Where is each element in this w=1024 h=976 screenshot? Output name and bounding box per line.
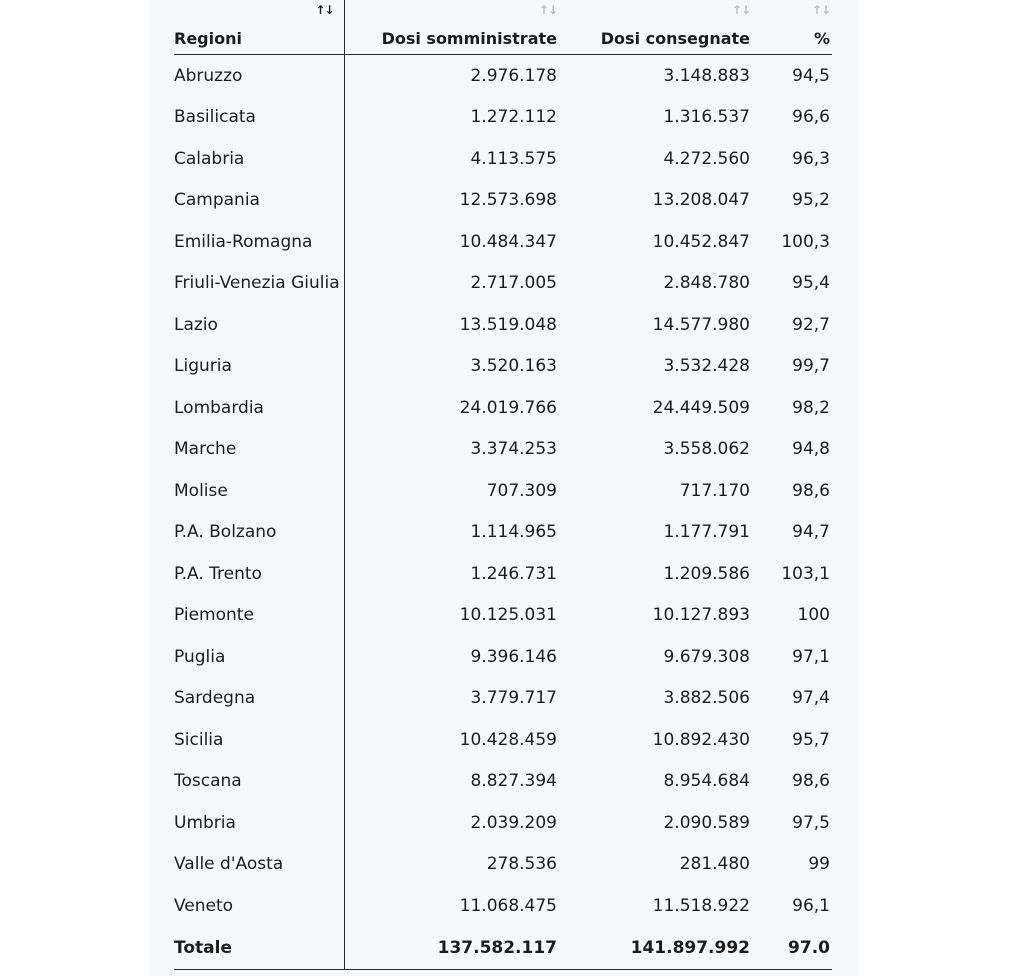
cell-region: Puglia <box>174 636 344 678</box>
cell-administered: 9.396.146 <box>470 646 557 667</box>
sort-arrows-icon[interactable]: ↑↓ <box>811 3 830 17</box>
cell-delivered: 8.954.684 <box>663 771 750 792</box>
cell-percent: 94,5 <box>792 65 830 86</box>
cell-region: Campania <box>174 180 344 222</box>
table-row <box>174 553 832 595</box>
cell-region: Lazio <box>174 304 344 346</box>
column-header-label: % <box>813 29 830 48</box>
table-row <box>174 304 832 346</box>
cell-delivered: 2.848.780 <box>663 273 750 294</box>
cell-delivered: 10.892.430 <box>652 729 750 750</box>
cell-administered: 13.519.048 <box>459 314 557 335</box>
cell-delivered: 10.127.893 <box>652 605 750 626</box>
cell-administered: 3.520.163 <box>470 356 557 377</box>
total-administered: 137.582.117 <box>344 927 557 970</box>
table-row <box>174 97 832 139</box>
cell-delivered: 3.558.062 <box>663 439 750 460</box>
cell-delivered: 3.148.883 <box>663 65 750 86</box>
table-row <box>174 595 832 637</box>
table-row <box>174 180 832 222</box>
cell-administered: 3.779.717 <box>470 688 557 709</box>
column-header-label: Dosi somministrate <box>381 29 557 48</box>
table-row <box>174 678 832 720</box>
cell-region: Marche <box>174 429 344 471</box>
cell-administered: 2.717.005 <box>470 273 557 294</box>
table-header <box>174 0 832 55</box>
cell-administered: 8.827.394 <box>470 771 557 792</box>
column-header-delivered[interactable] <box>557 0 750 55</box>
cell-region: P.A. Bolzano <box>174 512 344 554</box>
table-row <box>174 387 832 429</box>
cell-percent: 96,1 <box>792 895 830 916</box>
table-panel <box>150 0 858 976</box>
cell-percent: 95,2 <box>792 190 830 211</box>
cell-administered: 1.114.965 <box>470 522 557 543</box>
table-row <box>174 885 832 927</box>
cell-percent: 99,7 <box>792 356 830 377</box>
cell-delivered: 1.316.537 <box>663 107 750 128</box>
cell-delivered: 281.480 <box>679 854 750 875</box>
table-row <box>174 636 832 678</box>
cell-delivered: 9.679.308 <box>663 646 750 667</box>
cell-region: P.A. Trento <box>174 553 344 595</box>
cell-region: Valle d'Aosta <box>174 844 344 886</box>
cell-administered: 11.068.475 <box>459 895 557 916</box>
table-row <box>174 802 832 844</box>
cell-administered: 1.272.112 <box>470 107 557 128</box>
total-delivered: 141.897.992 <box>557 927 750 970</box>
cell-percent: 100 <box>797 605 830 626</box>
table-row <box>174 512 832 554</box>
cell-delivered: 2.090.589 <box>663 812 750 833</box>
table-row <box>174 55 832 97</box>
cell-percent: 94,8 <box>792 439 830 460</box>
cell-region: Molise <box>174 470 344 512</box>
cell-administered: 278.536 <box>486 854 557 875</box>
table-body <box>174 55 832 927</box>
cell-delivered: 10.452.847 <box>652 231 750 252</box>
table-row <box>174 844 832 886</box>
cell-region: Calabria <box>174 138 344 180</box>
cell-percent: 98,2 <box>792 397 830 418</box>
sort-arrows-icon[interactable]: ↑↓ <box>315 3 334 17</box>
column-header-label: Regioni <box>174 29 242 48</box>
table-row <box>174 263 832 305</box>
cell-region: Basilicata <box>174 97 344 139</box>
cell-delivered: 13.208.047 <box>652 190 750 211</box>
table-row <box>174 429 832 471</box>
cell-delivered: 717.170 <box>679 480 750 501</box>
cell-percent: 94,7 <box>792 522 830 543</box>
cell-administered: 24.019.766 <box>459 397 557 418</box>
cell-delivered: 3.882.506 <box>663 688 750 709</box>
table-footer <box>174 927 832 970</box>
cell-percent: 100,3 <box>781 231 830 252</box>
cell-percent: 97,1 <box>792 646 830 667</box>
cell-percent: 97,5 <box>792 812 830 833</box>
cell-administered: 2.039.209 <box>470 812 557 833</box>
cell-administered: 10.428.459 <box>459 729 557 750</box>
header-row <box>174 0 832 55</box>
cell-region: Liguria <box>174 346 344 388</box>
column-header-percent[interactable] <box>750 0 832 55</box>
cell-percent: 95,4 <box>792 273 830 294</box>
cell-administered: 3.374.253 <box>470 439 557 460</box>
total-row <box>174 927 832 970</box>
cell-administered: 1.246.731 <box>470 563 557 584</box>
cell-percent: 96,6 <box>792 107 830 128</box>
cell-region: Piemonte <box>174 595 344 637</box>
column-header-region[interactable] <box>174 0 344 55</box>
cell-delivered: 11.518.922 <box>652 895 750 916</box>
cell-administered: 707.309 <box>486 480 557 501</box>
table-row <box>174 346 832 388</box>
cell-delivered: 1.209.586 <box>663 563 750 584</box>
cell-delivered: 14.577.980 <box>652 314 750 335</box>
table-row <box>174 138 832 180</box>
sort-arrows-icon[interactable]: ↑↓ <box>731 3 750 17</box>
cell-administered: 10.484.347 <box>459 231 557 252</box>
sort-arrows-icon[interactable]: ↑↓ <box>538 3 557 17</box>
table-row <box>174 761 832 803</box>
cell-administered: 4.113.575 <box>470 148 557 169</box>
cell-percent: 92,7 <box>792 314 830 335</box>
cell-administered: 12.573.698 <box>459 190 557 211</box>
cell-region: Friuli-Venezia Giulia <box>174 263 344 305</box>
cell-percent: 95,7 <box>792 729 830 750</box>
cell-percent: 97,4 <box>792 688 830 709</box>
vaccine-doses-table <box>174 0 832 970</box>
table-row <box>174 221 832 263</box>
table-row <box>174 719 832 761</box>
cell-region: Emilia-Romagna <box>174 221 344 263</box>
cell-region: Umbria <box>174 802 344 844</box>
cell-region: Abruzzo <box>174 55 344 97</box>
column-header-administered[interactable] <box>344 0 557 55</box>
cell-delivered: 1.177.791 <box>663 522 750 543</box>
cell-region: Toscana <box>174 761 344 803</box>
cell-region: Veneto <box>174 885 344 927</box>
cell-percent: 98,6 <box>792 480 830 501</box>
cell-percent: 98,6 <box>792 771 830 792</box>
cell-percent: 99 <box>808 854 830 875</box>
cell-region: Sicilia <box>174 719 344 761</box>
column-header-label: Dosi consegnate <box>600 29 750 48</box>
cell-administered: 2.976.178 <box>470 65 557 86</box>
cell-percent: 103,1 <box>781 563 830 584</box>
table-row <box>174 470 832 512</box>
cell-delivered: 3.532.428 <box>663 356 750 377</box>
cell-delivered: 4.272.560 <box>663 148 750 169</box>
cell-percent: 96,3 <box>792 148 830 169</box>
cell-delivered: 24.449.509 <box>652 397 750 418</box>
total-percent: 97.0 <box>750 927 832 970</box>
cell-administered: 10.125.031 <box>459 605 557 626</box>
cell-region: Lombardia <box>174 387 344 429</box>
total-label: Totale <box>174 927 344 970</box>
cell-region: Sardegna <box>174 678 344 720</box>
